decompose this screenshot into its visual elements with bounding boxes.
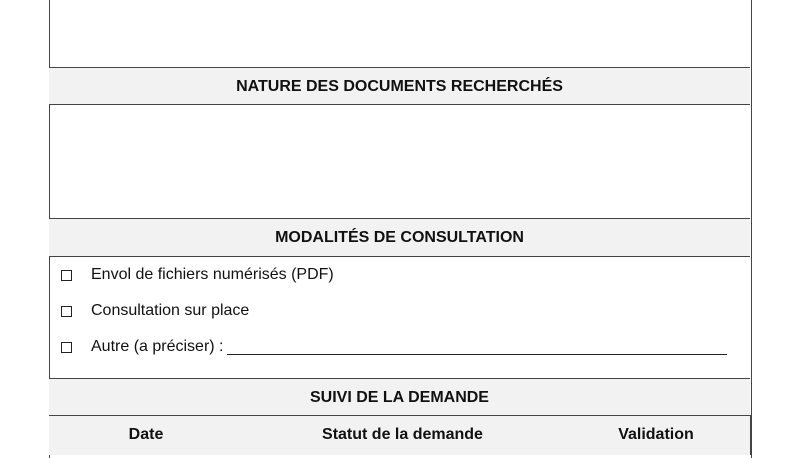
option-pdf[interactable] bbox=[61, 266, 334, 284]
section-suivi-header bbox=[49, 378, 750, 416]
autre-input-line[interactable] bbox=[227, 340, 727, 355]
option-label: Envol de fichiers numérisés (PDF) bbox=[91, 266, 334, 283]
checkbox[interactable] bbox=[61, 270, 72, 281]
col-header-date: Date bbox=[49, 415, 244, 455]
section-title: NATURE DES DOCUMENTS RECHERCHÉS bbox=[49, 68, 750, 105]
section-title: MODALITÉS DE CONSULTATION bbox=[49, 219, 750, 256]
option-label: Consultation sur place bbox=[91, 302, 250, 319]
col-header-validation: Validation bbox=[562, 415, 751, 455]
checkbox[interactable] bbox=[61, 342, 72, 353]
option-label: Autre (a préciser) : bbox=[91, 338, 224, 355]
option-sur-place[interactable] bbox=[61, 302, 249, 320]
section-title: SUIVI DE LA DEMANDE bbox=[49, 379, 750, 416]
section-modalites-header bbox=[49, 218, 750, 256]
col-header-statut: Statut de la demande bbox=[243, 415, 563, 455]
option-autre[interactable] bbox=[61, 338, 727, 356]
checkbox[interactable] bbox=[61, 306, 72, 317]
section-nature-header bbox=[49, 67, 750, 105]
nature-field[interactable] bbox=[49, 104, 750, 218]
